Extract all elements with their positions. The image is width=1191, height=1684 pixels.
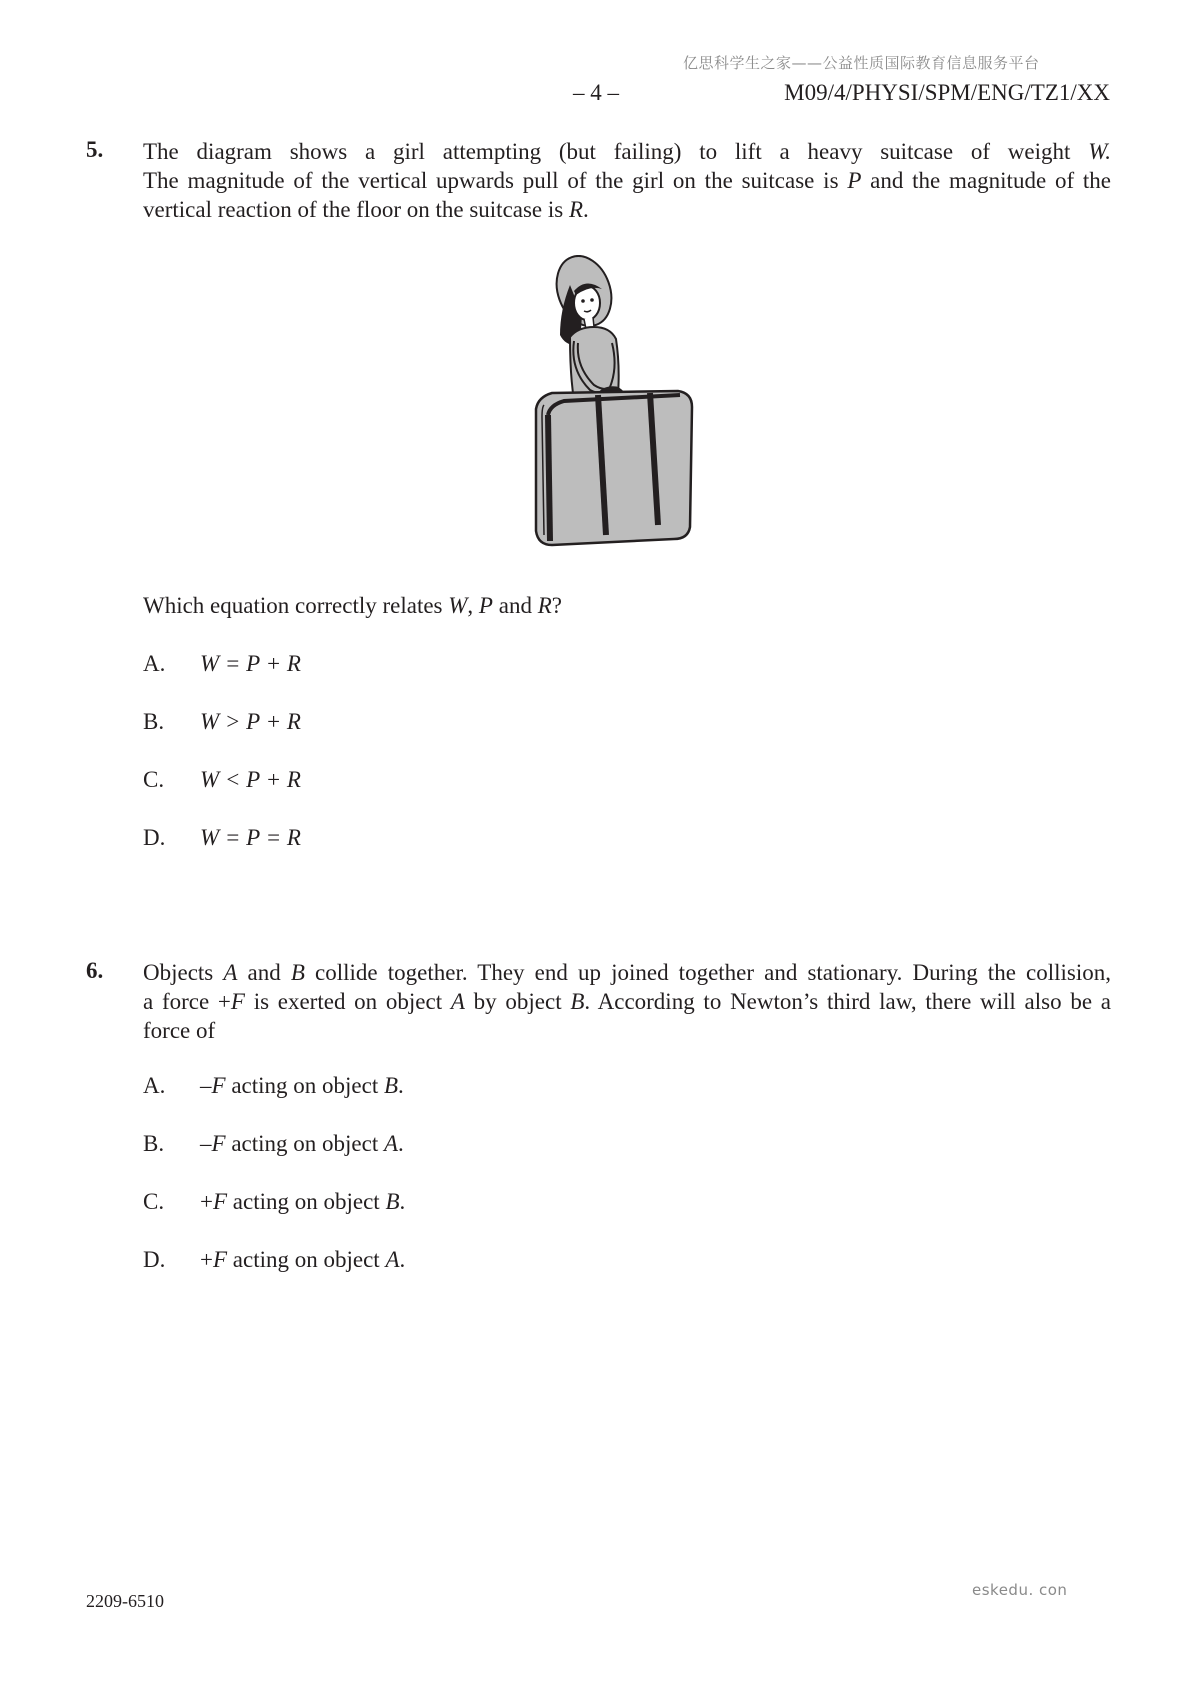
- question-5-text: [143, 137, 1111, 224]
- question-6-text: [143, 958, 1111, 1045]
- page-number: – 4 –: [573, 80, 619, 105]
- footer-watermark: eskedu. con: [972, 1581, 1068, 1599]
- question-6-option-a[interactable]: A. – F acting on object B .: [143, 1073, 404, 1098]
- girl-suitcase-figure: [530, 255, 715, 570]
- question-5-prompt: Which equation correctly relates W, P and R?: [143, 593, 562, 618]
- question-5-line-2: The magnitude of the vertical upwards pull of the girl on the suitcase is P and the magnitude of the: [143, 168, 1111, 193]
- question-6-number: 6.: [86, 958, 104, 983]
- question-6-option-b[interactable]: B. – F acting on object A .: [143, 1131, 404, 1156]
- paper-code: M09/4/PHYSI/SPM/ENG/TZ1/XX: [784, 80, 1110, 105]
- question-5-option-c[interactable]: C. W < P + R: [143, 767, 301, 792]
- question-6-option-c[interactable]: C. + F acting on object B .: [143, 1189, 406, 1214]
- question-6-line-2: a force +F is exerted on object A by object B. According to Newton’s third law, there will also be a: [143, 989, 1111, 1014]
- question-6-line-3: force of: [143, 1018, 216, 1043]
- question-5-option-d[interactable]: D. W = P = R: [143, 825, 301, 850]
- header-watermark: 亿思科学生之家——公益性质国际教育信息服务平台: [683, 54, 1040, 72]
- question-5-line-1: The diagram shows a girl attempting (but failing) to lift a heavy suitcase of weight W.: [143, 139, 1111, 164]
- question-5-number: 5.: [86, 137, 104, 162]
- question-5-option-a[interactable]: A. W = P + R: [143, 651, 301, 676]
- question-5-line-3: vertical reaction of the floor on the suitcase is R.: [143, 197, 589, 222]
- question-6-option-d[interactable]: D. + F acting on object A .: [143, 1247, 406, 1272]
- footer-code: 2209-6510: [86, 1591, 164, 1611]
- question-6-line-1: Objects A and B collide together. They end up joined together and stationary. During the collision,: [143, 960, 1111, 985]
- question-5-option-b[interactable]: B. W > P + R: [143, 709, 301, 734]
